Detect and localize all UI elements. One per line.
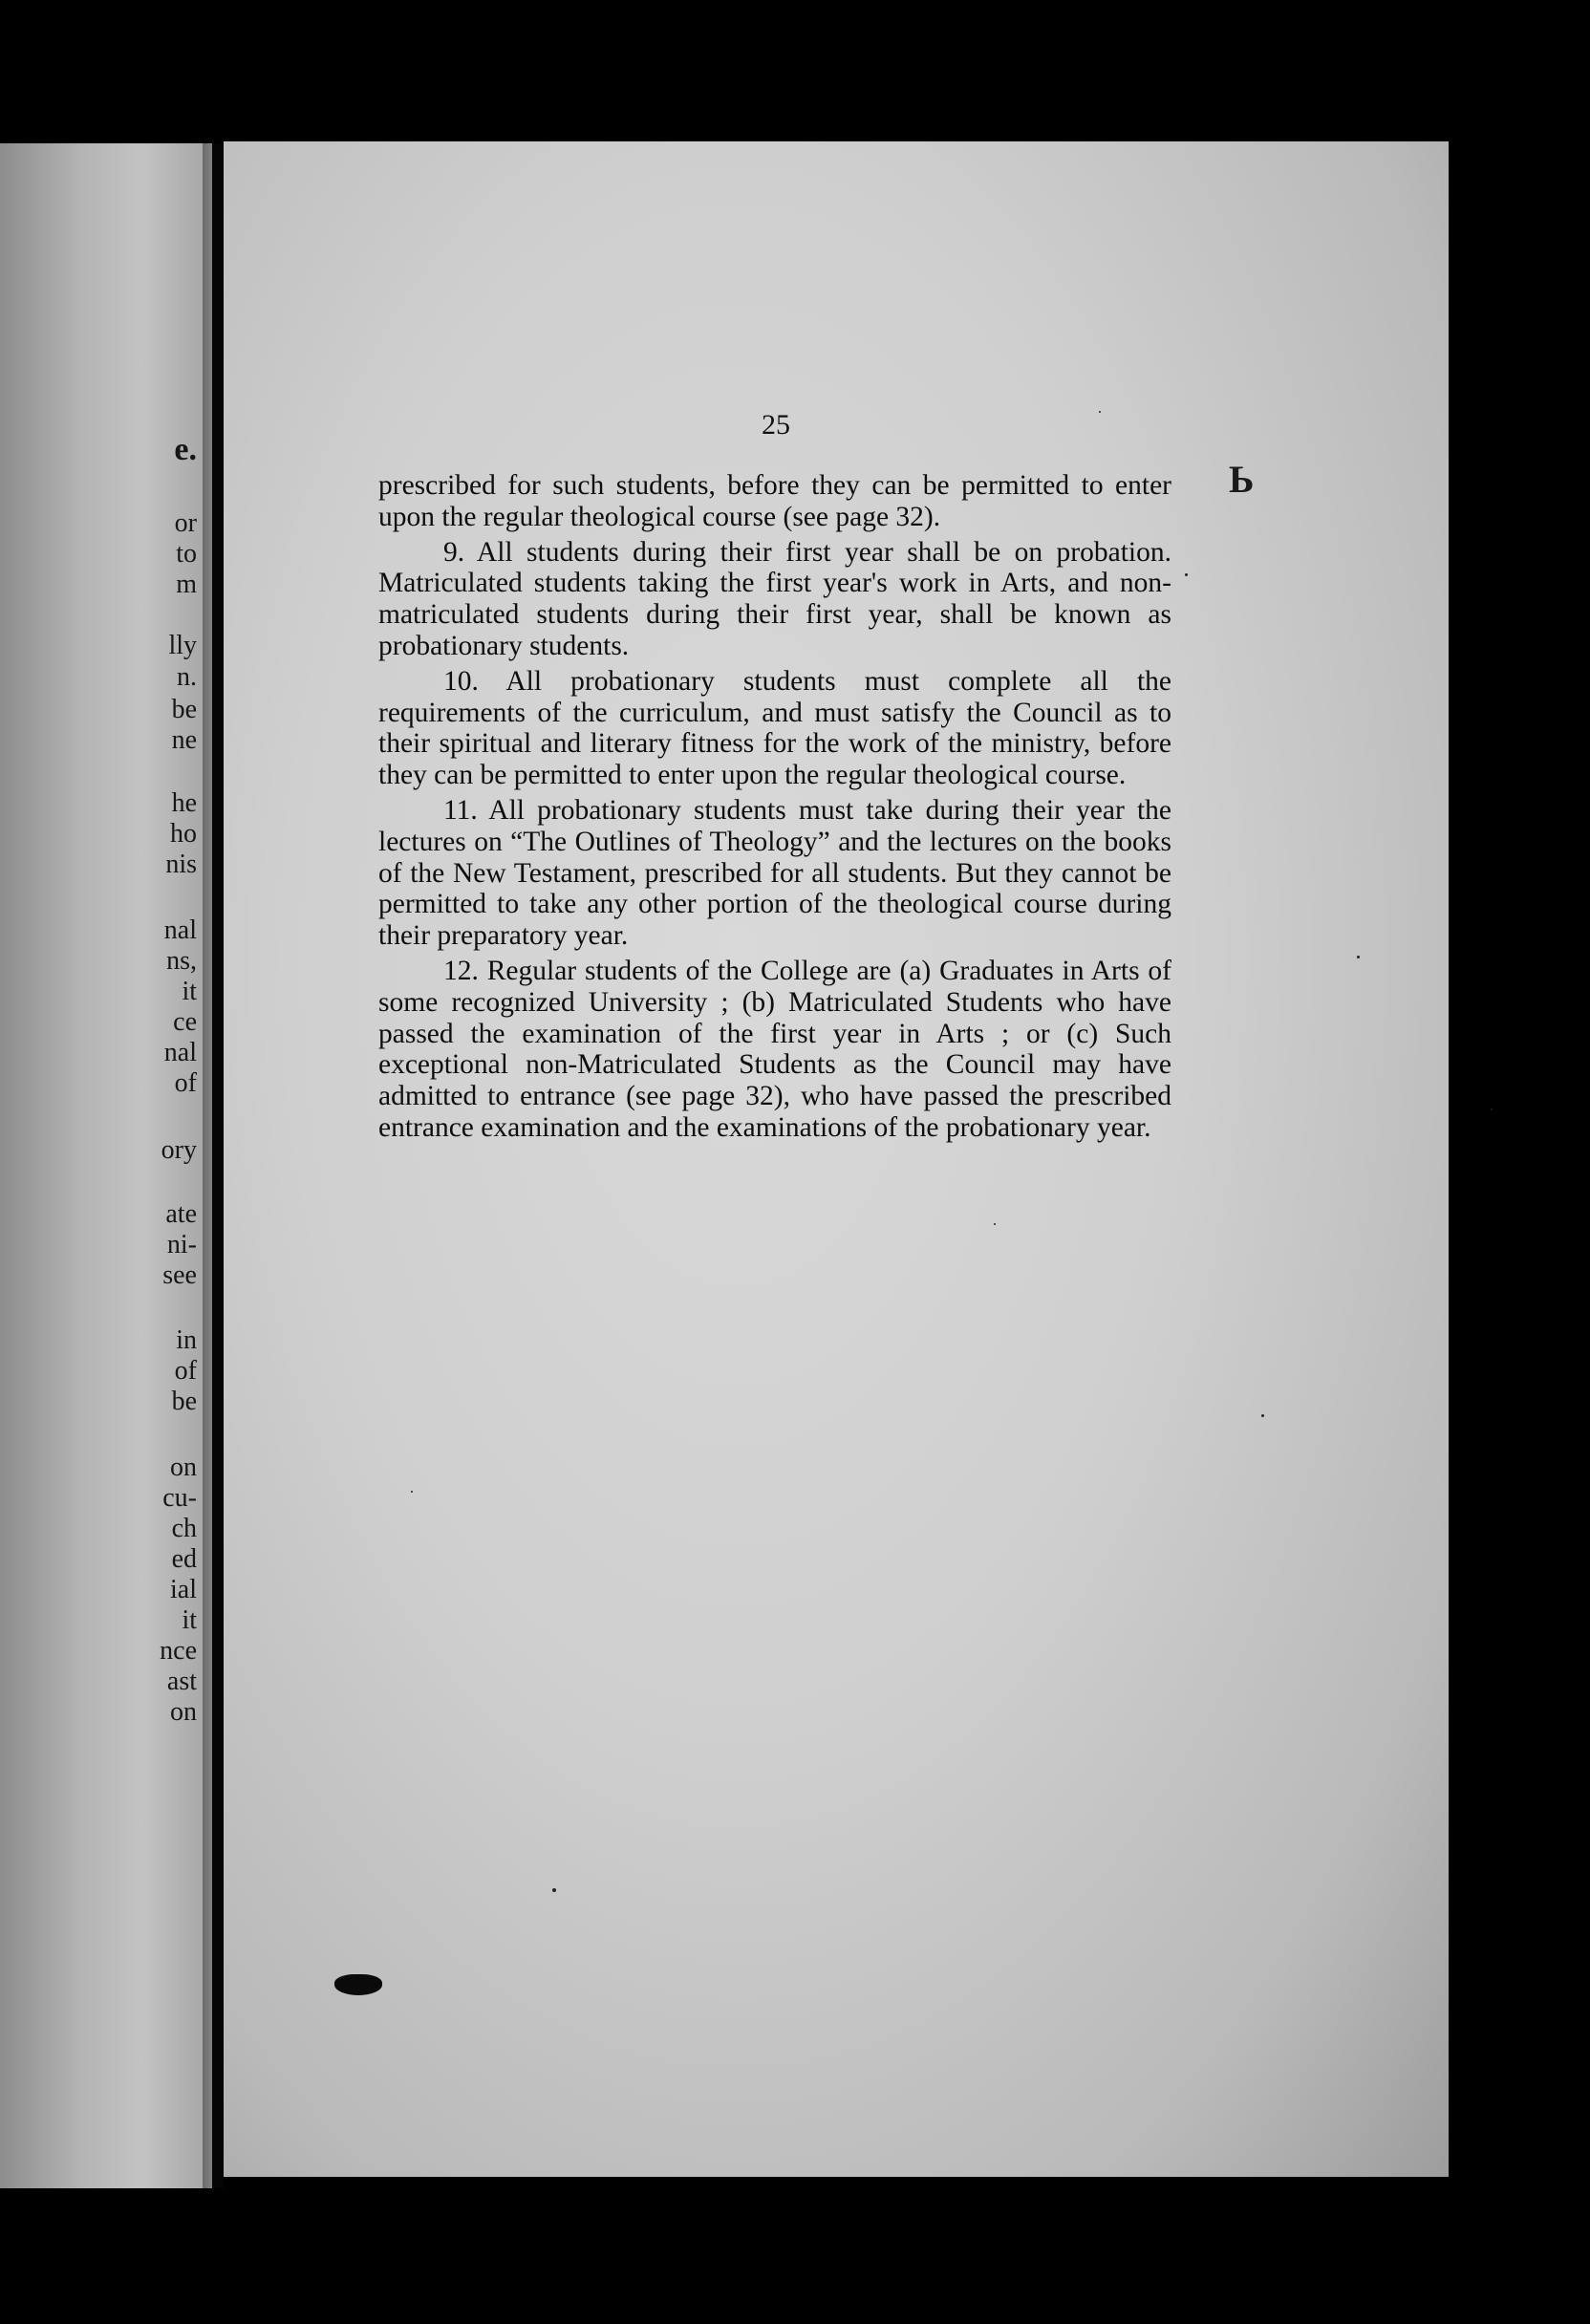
left-page-fragment: ce	[173, 1007, 197, 1037]
left-page-fragment: be	[171, 695, 197, 724]
left-page-fragment: nis	[165, 850, 197, 879]
page-number: 25	[762, 409, 790, 441]
left-page-fragment: ne	[171, 725, 197, 755]
right-page	[224, 141, 1449, 2177]
left-page-fragment: be	[171, 1387, 197, 1416]
left-page-fragment: nal	[163, 1038, 197, 1067]
left-facing-page	[0, 143, 203, 2188]
ink-blot	[334, 1974, 382, 1995]
dust-speck	[552, 1888, 556, 1892]
paragraph-9: 9. All students during their first year shall be on probation. Matriculated students taking the first year's work in Arts, and non-matriculated students during their first year, shall be known as probationary students.	[378, 536, 1171, 661]
left-page-fragment: on	[170, 1452, 197, 1482]
left-page-fragment: lly	[168, 631, 197, 660]
left-page-fragment: ed	[171, 1544, 197, 1574]
left-page-fragment: on	[170, 1697, 197, 1727]
dust-speck	[411, 1491, 413, 1493]
body-text	[378, 470, 1171, 1148]
dust-speck	[1357, 956, 1360, 958]
paragraph-10: 10. All probationary students must complete all the requirements of the curriculum, and must satisfy the Council as to their spiritual and literary fitness for the work of the ministry, before they can be permitted to enter upon the regular theological course.	[378, 665, 1171, 791]
left-page-fragment: n.	[177, 662, 197, 692]
left-page-fragment: ate	[165, 1199, 197, 1229]
dust-speck	[1261, 1414, 1264, 1417]
left-page-fragment: of	[174, 1356, 197, 1386]
left-page-fragment: m	[176, 570, 197, 599]
left-page-fragment: of	[174, 1068, 197, 1098]
left-page-fragment: or	[174, 508, 197, 538]
dust-speck	[1491, 1108, 1493, 1110]
left-page-fragment: see	[162, 1260, 197, 1290]
margin-mark: Ь	[1229, 458, 1255, 501]
binding-line	[212, 143, 224, 2188]
left-page-fragment: nal	[163, 915, 197, 945]
left-page-fragment: ial	[170, 1575, 197, 1604]
left-page-fragment: it	[182, 977, 197, 1006]
dust-speck	[994, 1223, 996, 1225]
paragraph-continuation: prescribed for such students, before they can be permitted to enter upon the regular theological course (see page 32).	[378, 470, 1171, 532]
left-page-fragment: in	[176, 1325, 197, 1355]
left-page-fragment: ory	[161, 1135, 197, 1165]
left-page-fragment: cu-	[162, 1483, 197, 1513]
left-page-fragment: he	[171, 788, 197, 818]
left-page-fragment: e.	[174, 432, 197, 467]
left-page-fragment: ast	[166, 1667, 197, 1696]
paragraph-11: 11. All probationary students must take during their year the lectures on “The Outlines of Theology” and the lectures on the books of the New Testament, prescribed for all students. But they cannot be permitted to take any other portion of the theological course during their preparatory year.	[378, 794, 1171, 952]
dust-speck	[1185, 573, 1188, 576]
left-page-fragment: ch	[171, 1514, 197, 1543]
left-page-fragment: ns,	[166, 946, 197, 976]
left-page-fragment: it	[182, 1605, 197, 1635]
dust-speck	[1099, 411, 1101, 413]
left-page-fragment: ho	[170, 819, 197, 849]
left-page-fragment: ni-	[166, 1230, 197, 1259]
paragraph-12: 12. Regular students of the College are (a) Graduates in Arts of some recognized University ; (b) Matriculated Students who have passed the examination of the first year in Arts ; or (c) Such exceptional non-Matriculated Students as the Council may have admitted to entrance (see page 32), who have passed the prescribed entrance examination and the examinations of the probationary year.	[378, 955, 1171, 1143]
left-page-fragment: nce	[160, 1636, 197, 1666]
left-page-fragment: to	[176, 539, 197, 569]
